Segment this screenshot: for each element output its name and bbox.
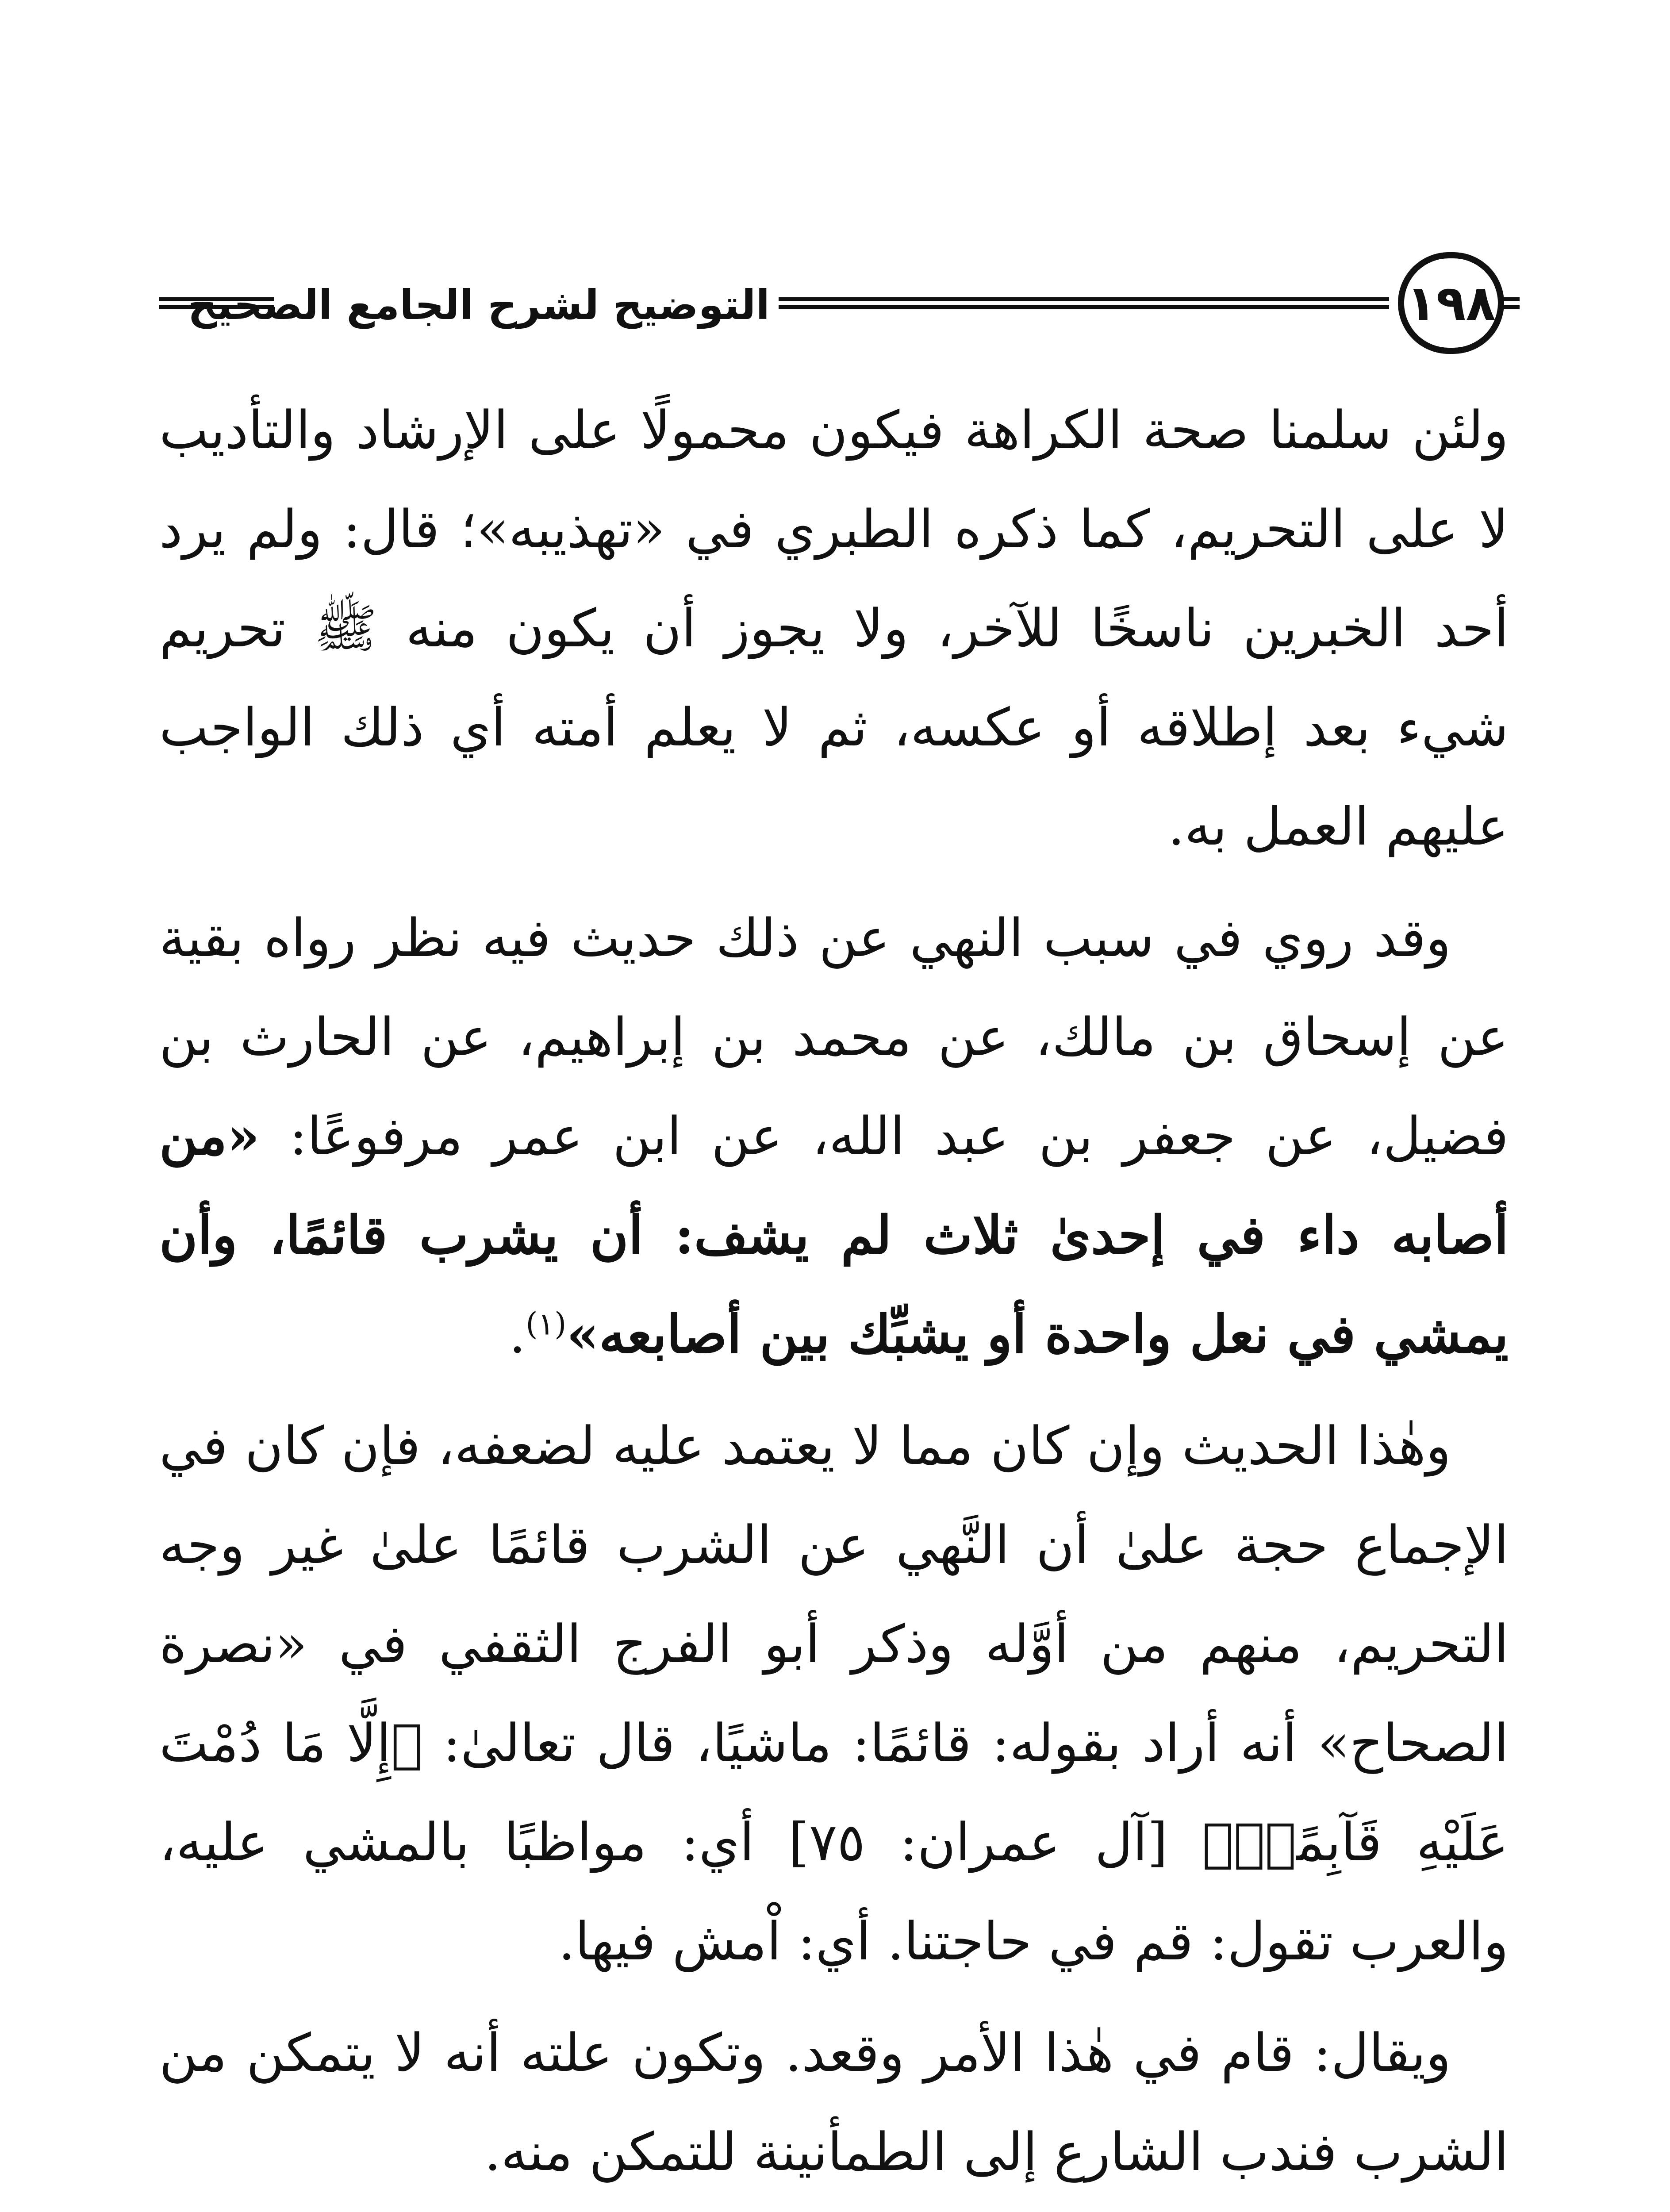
main-text xyxy=(159,380,1509,2212)
paragraph-2-end: . xyxy=(509,1304,526,1365)
paragraph-2 xyxy=(159,888,1509,1384)
page-header xyxy=(159,248,1509,363)
footnote-reference: (١) xyxy=(526,1306,567,1342)
page-number: ١٩٨ xyxy=(1398,252,1504,354)
hadith-quote: «من أصابه داء في إحدىٰ ثلاث لم يشف: أن يشرب قائمًا، وأن يمشي في نعل واحدة أو يشبِّك بين أصابعه» xyxy=(159,1105,1509,1365)
paragraph-4: ويقال: قام في هٰذا الأمر وقعد. وتكون علته أنه لا يتمكن من الشرب فندب الشارع إلى الطمأنينة للتمكن منه. xyxy=(159,2022,1509,2182)
running-title: التوضيح لشرح الجامع الصحيح xyxy=(188,281,770,329)
paragraph-2-lead: وقد روي في سبب النهي عن ذلك حديث فيه نظر رواه بقية عن إسحاق بن مالك، عن محمد بن إبراهيم، عن الحارث بن فضيل، عن جعفر بن عبد الله، عن ابن عمر مرفوعًا: xyxy=(159,907,1509,1167)
paragraph-1: ولئن سلمنا صحة الكراهة فيكون محمولًا على الإرشاد والتأديب لا على التحريم، كما ذكره الطبري في «تهذيبه»؛ قال: ولم يرد أحد الخبرين ناسخًا للآخر، ولا يجوز أن يكون منه ﷺ تحريم شيء بعد إطلاقه أو عكسه، ثم لا يعلم أمته أي ذلك الواجب عليهم العمل به. xyxy=(159,399,1509,857)
header-rule-middle xyxy=(779,297,1389,309)
paragraph-3: وهٰذا الحديث وإن كان مما لا يعتمد عليه لضعفه، فإن كان في الإجماع حجة علىٰ أن النَّهي عن الشرب قائمًا علىٰ غير وجه التحريم، منهم من أوَّله وذكر أبو الفرج الثقفي في «نصرة الصحاح» أنه أراد بقوله: قائمًا: ماشيًا، قال تعالىٰ: ﴿إِلَّا مَا دُمْتَ عَلَيْهِ قَآبِمًاۗ﴾ [آل عمران: ٧٥] أي: مواظبًا بالمشي عليه، والعرب تقول: قم في حاجتنا. أي: اْمش فيها. xyxy=(159,1415,1509,1972)
header-rule-right xyxy=(1502,297,1520,309)
